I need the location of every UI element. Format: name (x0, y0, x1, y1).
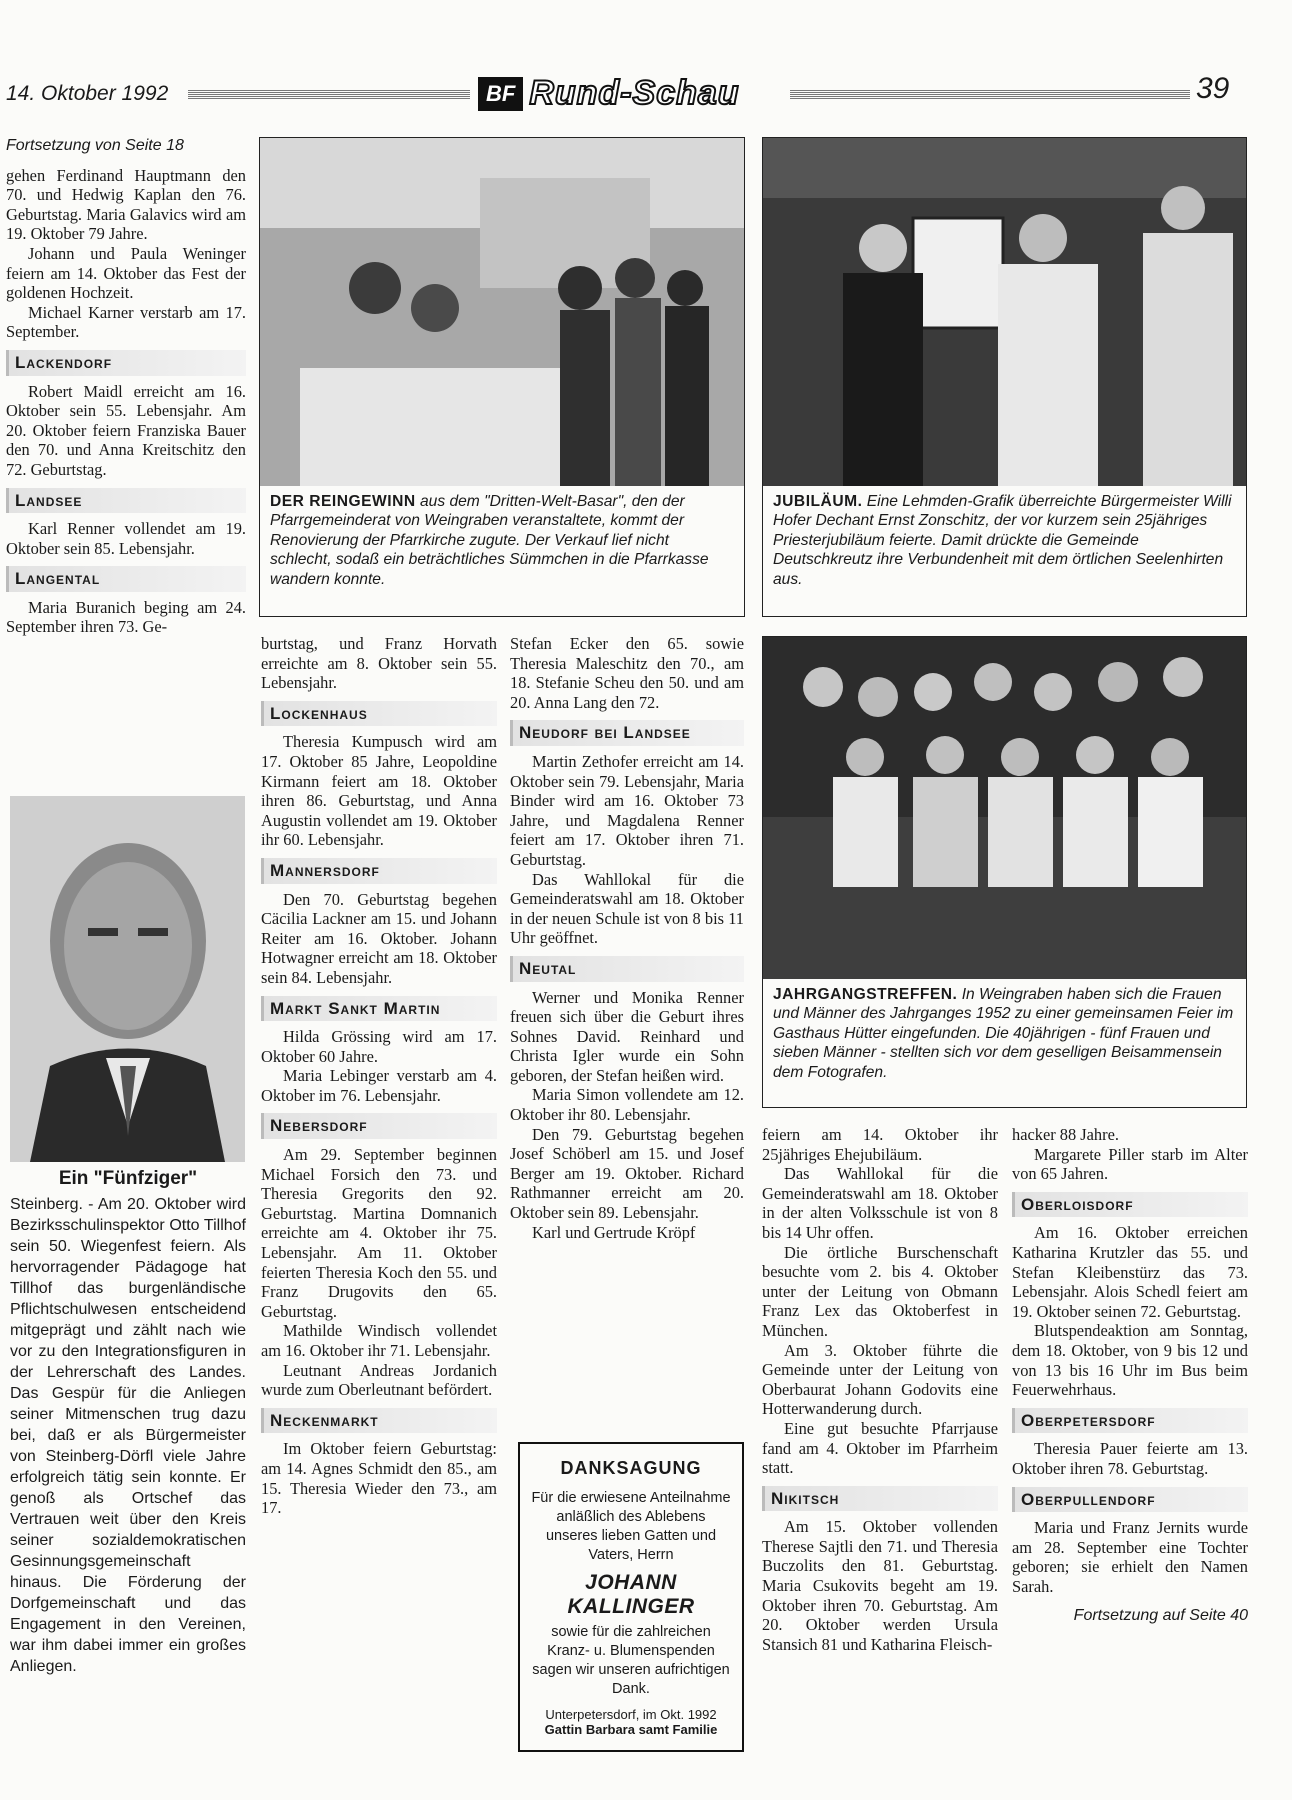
section-heading-nebersdorf: Nebersdorf (261, 1113, 497, 1139)
column-5 (1012, 1125, 1248, 1626)
neutal-text-1: Werner und Monika Renner freuen sich über die Geburt ihres Sohnes David. Reinhard und Christa Igler wurde ein Sohn geboren, der Stefan heißen wird. (510, 987, 744, 1085)
portrait-title: Ein "Fünfziger" (58, 1168, 198, 1189)
nebersdorf-text-2: Mathilde Windisch vollendet am 16. Oktober ihr 71. Lebensjahr. (261, 1321, 497, 1360)
caption-basar-text: aus dem "Dritten-Welt-Basar", den der Pfarrgemeinderat von Weingraben veranstaltete, kommt der Renovierung der Pfarrkirche zugute. Der Verkauf lief nicht schlecht, sodaß ein beträchtliches Sümmchen in die Pfarrkasse wandern konnte. (270, 493, 709, 588)
portrait-photo (10, 796, 245, 1162)
portrait-image (10, 796, 245, 1162)
neutal-text-4: Karl und Gertrude Kröpf (532, 1222, 696, 1242)
oberpetersdorf-text: Theresia Pauer feierte am 13. Oktober ihren 78. Geburtstag. (1012, 1439, 1248, 1478)
intro-paragraph-1: gehen Ferdinand Hauptmann den 70. und Hedwig Kaplan den 76. Geburtstag. Maria Galavics wird am 19. Oktober 79 Jahre. (6, 165, 246, 244)
issue-date: 14. Oktober 1992 (6, 82, 169, 105)
neudorf-text-2: Das Wahllokal für die Gemeinderatswahl am 18. Oktober in der neuen Schule ist von 8 bis 11 Uhr geöffnet. (510, 869, 744, 948)
oberloisdorf-text-1: Am 16. Oktober erreichen Katharina Krutzler das 55. und Stefan Kleibenstürz das 73. Lebensjahr. Alois Schedl feiert am 19. Oktober seinen 72. Geburtstag. (1012, 1223, 1248, 1321)
danksagung-signature: Gattin Barbara samt Familie (544, 1722, 718, 1737)
section-heading-oberloisdorf: Oberloisdorf (1012, 1192, 1248, 1218)
neudorf-text-1: Martin Zethofer erreicht am 14. Oktober sein 79. Lebensjahr, Maria Binder wird am 16. Oktober 73 Jahre, und Magdalena Renner feiert am 17. Oktober ihren 71. Geburtstag. (510, 751, 744, 869)
col4-continuation: feiern am 14. Oktober ihr 25jähriges Ehejubiläum. (762, 1125, 998, 1164)
col4-text-4: Am 3. Oktober führte die Gemeinde unter der Leitung von Oberbaurat Johann Godovits eine Hotterwanderung durch. (762, 1340, 998, 1419)
caption-jubilaeum-text: Eine Lehmden-Grafik überreichte Bürgermeister Willi Hofer Dechant Ernst Zonschitz, der vor kurzem sein 25jähriges Priesterjubiläum feierte. Damit drückte die Gemeinde Deutschkreutz ihre Verbundenheit mit dem örtlichen Seelenhirten aus. (773, 493, 1232, 588)
masthead-logo (478, 74, 740, 113)
danksagung-name: JOHANN KALLINGER (567, 1571, 695, 1618)
section-heading-oberpullendorf: Oberpullendorf (1012, 1487, 1248, 1513)
section-heading-lockenhaus: Lockenhaus (261, 701, 497, 727)
jubilaeum-image (763, 138, 1246, 486)
section-heading-lackendorf: Lackendorf (6, 350, 246, 376)
col2-continuation: burtstag, und Franz Horvath erreichte am 8. Oktober sein 55. Lebensjahr. (261, 634, 497, 693)
section-heading-mannersdorf: Mannersdorf (261, 858, 497, 884)
left-column (6, 136, 246, 637)
caption-jubilaeum-title: JUBILÄUM. (773, 493, 863, 510)
page-number: 39 (1196, 72, 1230, 105)
photo-basar-frame (259, 137, 745, 617)
lackendorf-text: Robert Maidl erreicht am 16. Oktober sein 55. Lebensjahr. Am 20. Oktober feiern Franziska Bauer den 70. und Anna Kreitschitz den 72. Geburtstag. (6, 381, 246, 479)
mannersdorf-text: Den 70. Geburtstag begehen Cäcilia Lackner am 15. und Johann Reiter am 16. Oktober. Johann Hotwagner erreicht am 18. Oktober sein 84. Lebensjahr. (261, 889, 497, 987)
section-heading-neckenmarkt: Neckenmarkt (261, 1408, 497, 1434)
danksagung-title: DANKSAGUNG (560, 1458, 702, 1478)
markt-sankt-martin-text-1: Hilda Grössing wird am 17. Oktober 60 Jahre. (261, 1027, 497, 1066)
photo-jahrgang-frame (762, 636, 1247, 1108)
neckenmarkt-text: Im Oktober feiern Geburtstag: am 14. Agnes Schmidt den 85., am 15. Theresia Wieder den 73., am 17. (261, 1439, 497, 1518)
caption-jahrgang-title: JAHRGANGSTREFFEN. (773, 986, 958, 1003)
caption-basar (270, 492, 734, 589)
section-heading-neudorf: Neudorf bei Landsee (510, 720, 744, 746)
section-heading-nikitsch: Nikitsch (762, 1486, 998, 1512)
section-heading-landsee: Landsee (6, 488, 246, 514)
section-heading-markt-sankt-martin: Markt Sankt Martin (261, 996, 497, 1022)
section-heading-neutal: Neutal (510, 956, 744, 982)
neutal-text-2: Maria Simon vollendete am 12. Oktober ihr 80. Lebensjahr. (510, 1085, 744, 1125)
intro-paragraph-3: Michael Karner verstarb am 17. September. (6, 302, 246, 342)
jahrgang-image (763, 637, 1246, 979)
col4-text-5: Eine gut besuchte Pfarrjause fand am 4. Oktober im Pfarrheim statt. (762, 1418, 998, 1478)
col4-text-3: Die örtliche Burschenschaft besuchte vom 2. bis 4. Oktober unter der Leitung von Obmann Franz Lex das Oktoberfest in München. (762, 1242, 998, 1340)
caption-jahrgang (773, 985, 1236, 1082)
portrait-article (10, 1168, 246, 1677)
danksagung-notice (518, 1442, 744, 1752)
landsee-text: Karl Renner vollendet am 19. Oktober sein 85. Lebensjahr. (6, 519, 246, 558)
section-heading-oberpetersdorf: Oberpetersdorf (1012, 1408, 1248, 1434)
nebersdorf-text-3: Leutnant Andreas Jordanich wurde zum Oberleutnant befördert. (261, 1360, 497, 1400)
caption-jahrgang-text: In Weingraben haben sich die Frauen und Männer des Jahrganges 1952 zu einer gemeinsamen Feier im Gasthaus Hütter eingefunden. Die 40jährigen - fünf Frauen und sieben Männer - stellten sich vor dem geselligen Beisammensein dem Fotografen. (773, 986, 1234, 1081)
nikitsch-text: Am 15. Oktober vollenden Therese Sajtli den 71. und Theresia Buczolits den 81. Geburtstag. Maria Csukovits begeht am 19. Oktober ihren 70. Geburtstag. Am 20. Oktober werden Ursula Stansich 81 und Katharina Fleisch- (762, 1517, 998, 1654)
neutal-text-3: Den 79. Geburtstag begehen Josef Schöberl am 15. und Josef Berger am 19. Oktober. Richard Rathmanner erreicht am 20. Oktober sein 89. Lebensjahr. (510, 1124, 744, 1223)
intro-paragraph-2: Johann und Paula Weninger feiern am 14. Oktober das Fest der goldenen Hochzeit. (6, 243, 246, 303)
portrait-text: Steinberg. - Am 20. Oktober wird Bezirksschulinspektor Otto Tillhof sein 50. Wiegenfest feiern. Als hervorragender Pädagoge hat Tillhof das burgenländische Pflichtschulwesen entscheidend mitgeprägt und zählt nach wie vor zu den Integrationsfiguren in der Lehrerschaft des Landes. Das Gespür für die Anliegen seiner Mitmenschen trug dazu bei, daß er als Bürgermeister von Steinberg-Dörfl viele Jahre erfolgreich tätig sein konnte. Er genoß als Ortschef das Vertrauen weit über den Kreis seiner sozialdemokratischen Gesinnungsgemeinschaft hinaus. Die Förderung der Dorfgemeinschaft und das Engagement in den Vereinen, war ihm dabei immer ein großes Anliegen. (10, 1196, 246, 1675)
section-heading-langental: Langental (6, 566, 246, 592)
page-header (0, 70, 1292, 120)
column-2 (261, 634, 497, 1518)
oberloisdorf-text-2: Blutspendeaktion am Sonntag, dem 18. Oktober, von 9 bis 12 und von 13 bis 16 Uhr im Bus beim Feuerwehrhaus. (1012, 1321, 1248, 1400)
photo-basar (260, 138, 744, 486)
danksagung-text-2: sowie für die zahlreichen Kranz- u. Blumenspenden sagen wir unseren aufrichtigen Dank. (532, 1624, 730, 1697)
column-4 (762, 1125, 998, 1654)
rundschau-logo: Rund-Schau (529, 74, 740, 112)
continued-to: Fortsetzung auf Seite 40 (1073, 1607, 1248, 1625)
caption-jubilaeum (773, 492, 1236, 589)
col3-continuation: Stefan Ecker den 65. sowie Theresia Maleschitz den 70., am 18. Stefanie Scheu den 50. und am 20. Anna Lang den 72. (510, 634, 744, 712)
oberpullendorf-text: Maria und Franz Jernits wurde am 28. September eine Tochter geboren; sie erhielt den Namen Sarah. (1012, 1518, 1248, 1596)
col5-text-2: Margarete Piller starb im Alter von 65 Jahren. (1012, 1144, 1248, 1184)
danksagung-place: Unterpetersdorf, im Okt. 1992 (545, 1707, 717, 1722)
photo-jubilaeum-frame (762, 137, 1247, 617)
column-3 (510, 634, 744, 1242)
header-rule-right (790, 90, 1190, 100)
col4-text-2: Das Wahllokal für die Gemeinderatswahl am 18. Oktober in der alten Volksschule ist von 8 bis 14 Uhr offen. (762, 1164, 998, 1242)
langental-text: Maria Buranich beging am 24. September ihren 73. Ge- (6, 597, 246, 637)
basar-image (260, 138, 744, 486)
danksagung-text-1: Für die erwiesene Anteilnahme anläßlich des Ablebens unseres lieben Gatten und Vaters, Herrn (531, 1490, 731, 1563)
lockenhaus-text: Theresia Kumpusch wird am 17. Oktober 85 Jahre, Leopoldine Kirmann feiert am 18. Oktober ihren 86. Geburtstag, und Anna Augustin vollendet am 19. Oktober ihr 60. Lebensjahr. (261, 732, 497, 850)
photo-jahrgang (763, 637, 1246, 979)
nebersdorf-text-1: Am 29. September beginnen Michael Forsich den 73. und Theresia Gregorits den 92. Geburtstag. Martina Domnanich erreichte am 4. Oktober ihr 75. Lebensjahr. Am 11. Oktober feierten Theresia Koch den 55. und Franz Drugovits den 65. Geburtstag. (261, 1145, 497, 1321)
continued-from: Fortsetzung von Seite 18 (6, 137, 184, 154)
bf-logo: BF (478, 77, 523, 111)
markt-sankt-martin-text-2: Maria Lebinger verstarb am 4. Oktober im 76. Lebensjahr. (261, 1066, 497, 1105)
caption-basar-title: DER REINGEWINN (270, 493, 416, 510)
col5-continuation: hacker 88 Jahre. (1012, 1125, 1119, 1144)
photo-jubilaeum (763, 138, 1246, 486)
header-rule-left (188, 90, 470, 100)
